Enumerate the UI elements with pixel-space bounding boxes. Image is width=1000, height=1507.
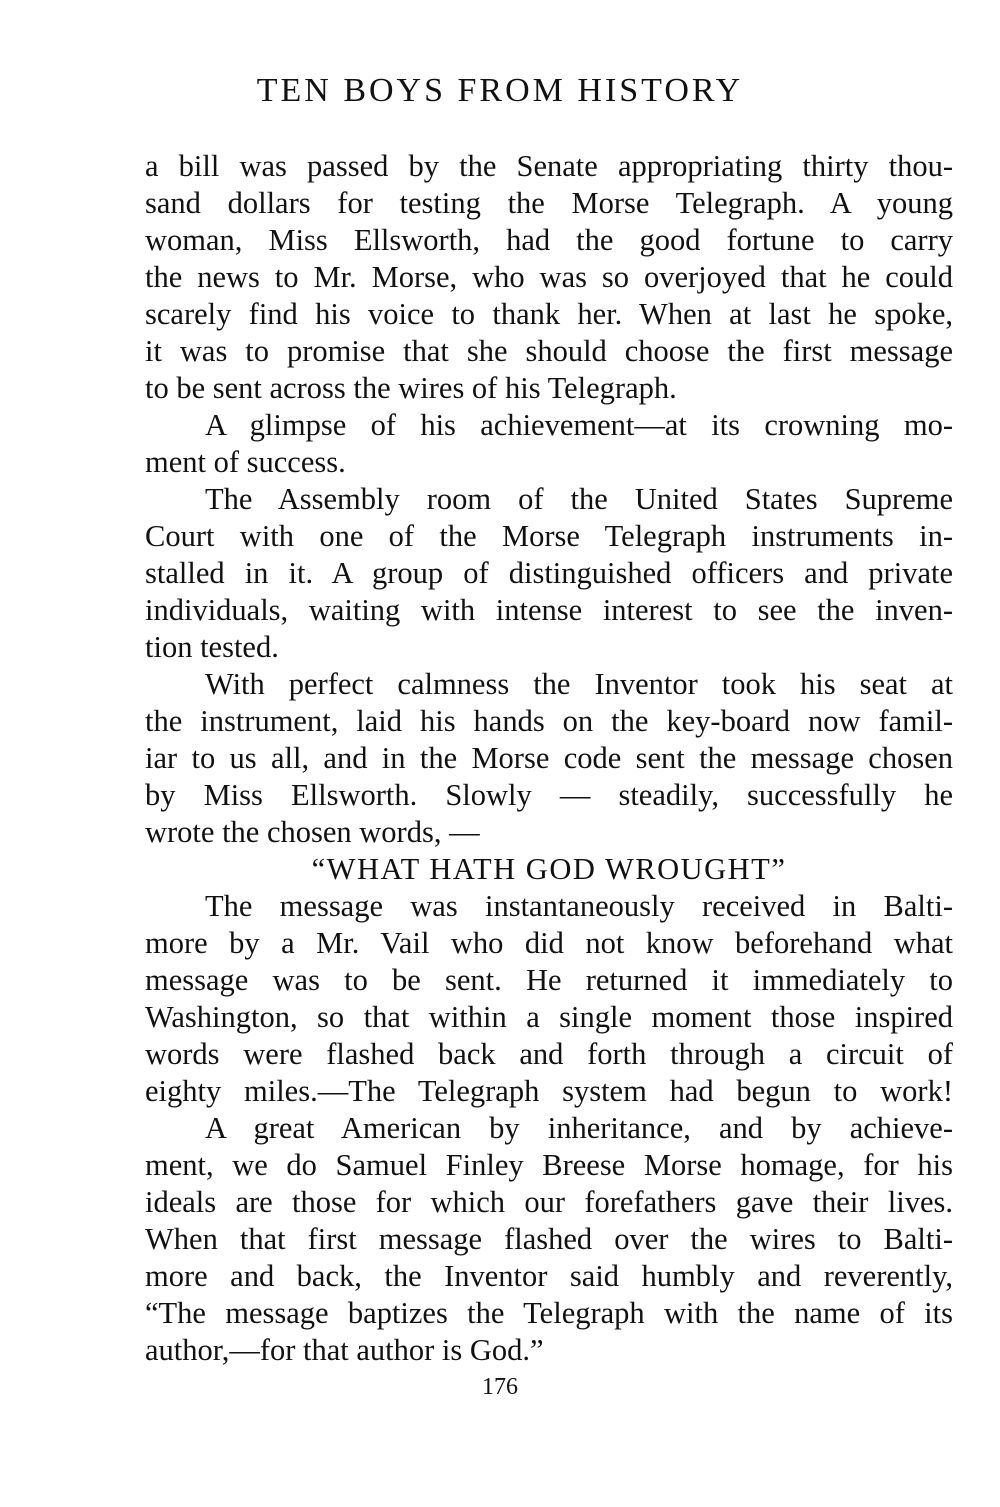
text-line: a bill was passed by the Senate appropriating thirty thou- xyxy=(145,149,953,183)
text-line: ideals are those for which our forefathers gave their lives. xyxy=(145,1185,953,1219)
text-line: ment of success. xyxy=(145,445,346,479)
text-line: words were flashed back and forth through a circuit of xyxy=(145,1037,953,1071)
text-line: The message was instantaneously received in Balti- xyxy=(205,889,953,923)
text-line: The Assembly room of the United States Supreme xyxy=(205,482,953,516)
text-line: When that first message flashed over the wires to Balti- xyxy=(145,1222,953,1256)
text-line: “The message baptizes the Telegraph with the name of its xyxy=(145,1296,953,1330)
text-line: it was to promise that she should choose the first message xyxy=(145,334,953,368)
text-line: wrote the chosen words, — xyxy=(145,815,480,849)
text-line: Court with one of the Morse Telegraph instruments in- xyxy=(145,519,953,553)
quoted-message: “WHAT HATH GOD WROUGHT” xyxy=(311,852,787,886)
text-line: author,—for that author is God.” xyxy=(145,1333,544,1367)
text-line: by Miss Ellsworth. Slowly — steadily, successfully he xyxy=(145,778,953,812)
text-line: eighty miles.—The Telegraph system had begun to work! xyxy=(145,1074,953,1108)
text-line: stalled in it. A group of distinguished officers and private xyxy=(145,556,953,590)
text-line: more and back, the Inventor said humbly and reverently, xyxy=(145,1259,953,1293)
text-line: to be sent across the wires of his Telegraph. xyxy=(145,371,677,405)
text-line: ment, we do Samuel Finley Breese Morse homage, for his xyxy=(145,1148,953,1182)
text-line: tion tested. xyxy=(145,630,279,664)
text-line: more by a Mr. Vail who did not know beforehand what xyxy=(145,926,953,960)
running-head-title: TEN BOYS FROM HISTORY xyxy=(256,72,744,109)
text-line: A glimpse of his achievement—at its crowning mo- xyxy=(205,408,953,442)
text-line: scarely find his voice to thank her. When at last he spoke, xyxy=(145,297,953,331)
text-line: A great American by inheritance, and by achieve- xyxy=(205,1111,953,1145)
page-number: 176 xyxy=(482,1374,518,1400)
text-line: the instrument, laid his hands on the key-board now famil- xyxy=(145,704,953,738)
body-text xyxy=(145,148,953,1369)
text-line: iar to us all, and in the Morse code sent the message chosen xyxy=(145,741,953,775)
text-line: Washington, so that within a single moment those inspired xyxy=(145,1000,953,1034)
text-line: With perfect calmness the Inventor took his seat at xyxy=(205,667,953,701)
text-line: sand dollars for testing the Morse Telegraph. A young xyxy=(145,186,953,220)
text-line: individuals, waiting with intense interest to see the inven- xyxy=(145,593,953,627)
text-line: the news to Mr. Morse, who was so overjoyed that he could xyxy=(145,260,953,294)
text-line: woman, Miss Ellsworth, had the good fortune to carry xyxy=(145,223,953,257)
text-line: message was to be sent. He returned it immediately to xyxy=(145,963,953,997)
